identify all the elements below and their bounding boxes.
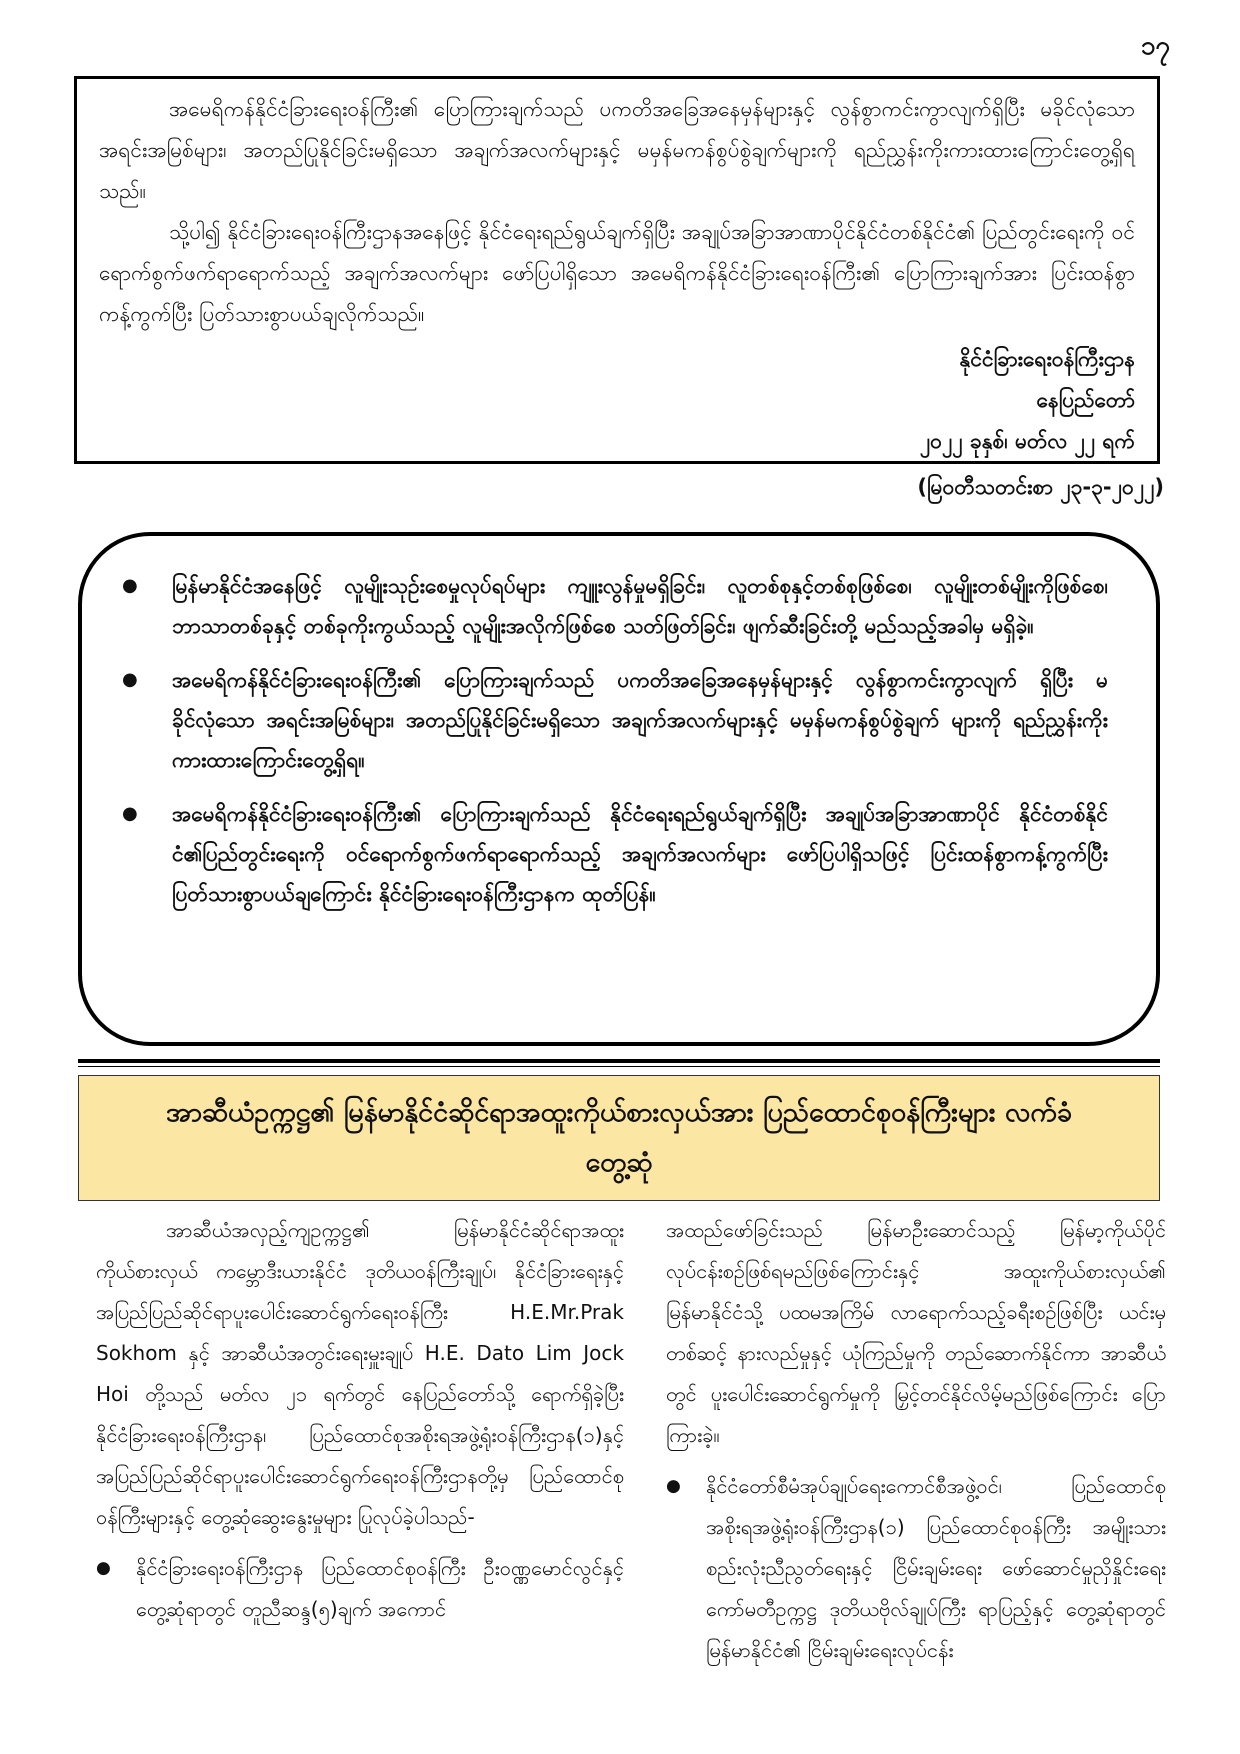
statement-paragraph-1: အမေရိကန်နိုင်ငံခြားရေးဝန်ကြီး၏ ပြောကြားချက်သည် ပကတိအခြေအနေမှန်များနှင့် လွန်စွာကင်းကွာလျက်ရှိပြီး မခိုင်လုံသော အရင်းအမြစ်များ၊ အတည်ပြုနိုင်ခြင်းမရှိသော အချက်အလက်များနှင့် မမှန်မကန်စွပ်စွဲချက်များကို ရည်ညွှန်းကိုးကားထားကြောင်းတွေ့ရှိရသည်။	[99, 97, 1135, 203]
article-paragraph: အာဆီယံအလှည့်ကျဥက္ကဋ္ဌ၏ မြန်မာနိုင်ငံဆိုင်ရာအထူးကိုယ်စားလှယ် ကမ္ဘောဒီးယားနိုင်ငံ ဒုတိယဝန်ကြီးချုပ်၊ နိုင်ငံခြားရေးနှင့် အပြည်ပြည်ဆိုင်ရာပူးပေါင်းဆောင်ရွက်ရေးဝန်ကြီး H.E.Mr.Prak Sokhom နှင့် အာဆီယံအတွင်းရေးမှူးချုပ် H.E. Dato Lim Jock Hoi တို့သည် မတ်လ ၂၁ ရက်တွင် နေပြည်တော်သို့ ရောက်ရှိခဲ့ပြီး နိုင်ငံခြားရေးဝန်ကြီးဌာန၊ ပြည်ထောင်စုအစိုးရအဖွဲ့ရုံးဝန်ကြီးဌာန(၁)နှင့် အပြည်ပြည်ဆိုင်ရာပူးပေါင်းဆောင်ရွက်ရေးဝန်ကြီးဌာနတို့မှ ပြည်ထောင်စုဝန်ကြီးများနှင့် တွေ့ဆုံဆွေးနွေးမှုများ ပြုလုပ်ခဲ့ပါသည်-	[96, 1218, 624, 1529]
statement-box	[74, 76, 1160, 464]
signature-block	[99, 339, 1135, 462]
article-paragraph: အထည်ဖော်ခြင်းသည် မြန်မာဦးဆောင်သည့် မြန်မာ့ကိုယ်ပိုင်လုပ်ငန်းစဉ်ဖြစ်ရမည်ဖြစ်ကြောင်းနှင့် အထူးကိုယ်စားလှယ်၏ မြန်မာနိုင်ငံသို့ ပထမအကြိမ် လာရောက်သည့်ခရီးစဉ်ဖြစ်ပြီး ယင်းမှတစ်ဆင့် နားလည်မှုနှင့် ယုံကြည်မှုကို တည်ဆောက်နိုင်ကာ အာဆီယံတွင် ပူးပေါင်းဆောင်ရွက်မှုကို မြှင့်တင်နိုင်လိမ့်မည်ဖြစ်ကြောင်း ပြောကြားခဲ့။	[666, 1218, 1166, 1447]
article-bullet: ● နိုင်ငံတော်စီမံအုပ်ချုပ်ရေးကောင်စီအဖွဲ့ဝင်၊ ပြည်ထောင်စုအစိုးရအဖွဲ့ရုံးဝန်ကြီးဌာန(၁) ပြည်ထောင်စုဝန်ကြီး အမျိုးသားစည်းလုံးညီညွတ်ရေးနှင့် ငြိမ်းချမ်းရေး ဖော်ဆောင်မှုညှိနှိုင်းရေးကော်မတီဥက္ကဋ္ဌ ဒုတိယဗိုလ်ချုပ်ကြီး ရာပြည့်နှင့် တွေ့ဆုံရာတွင် မြန်မာနိုင်ငံ၏ ငြိမ်းချမ်းရေးလုပ်ငန်း	[666, 1466, 1166, 1671]
summary-item: ● အမေရိကန်နိုင်ငံခြားရေးဝန်ကြီး၏ ပြောကြားချက်သည် ပကတိအခြေအနေမှန်များနှင့် လွန်စွာကင်းကွာလျက် ရှိပြီး မခိုင်လုံသော အရင်းအမြစ်များ၊ အတည်ပြုနိုင်ခြင်းမရှိသော အချက်အလက်များနှင့် မမှန်မကန်စွပ်စွဲချက် များကို ရည်ညွှန်းကိုးကားထားကြောင်းတွေ့ရှိရ။	[136, 660, 1108, 780]
section-divider	[78, 1059, 1160, 1063]
statement-paragraph-2: သို့ပါ၍ နိုင်ငံခြားရေးဝန်ကြီးဌာနအနေဖြင့် နိုင်ငံရေးရည်ရွယ်ချက်ရှိပြီး အချုပ်အခြာအာဏာပိုင်နိုင်ငံတစ်နိုင်ငံ၏ ပြည်တွင်းရေးကို ဝင်ရောက်စွက်ဖက်ရာရောက်သည့် အချက်အလက်များ ဖော်ပြပါရှိသော အမေရိကန်နိုင်ငံခြားရေးဝန်ကြီး၏ ပြောကြားချက်အား ပြင်းထန်စွာကန့်ကွက်ပြီး ပြတ်သားစွာပယ်ချလိုက်သည်။	[99, 220, 1135, 326]
source-citation: (မြဝတီသတင်းစာ ၂၃-၃-၂၀၂၂)	[917, 475, 1164, 499]
article-headline: အာဆီယံဥက္ကဋ္ဌ၏ မြန်မာနိုင်ငံဆိုင်ရာအထူးကိုယ်စားလှယ်အား ပြည်ထောင်စုဝန်ကြီးများ လက်ခံတွေ့ဆုံ	[166, 1097, 1072, 1178]
signature-ministry: နိုင်ငံခြားရေးဝန်ကြီးဌာန	[959, 347, 1135, 371]
summary-item: ● မြန်မာနိုင်ငံအနေဖြင့် လူမျိုးသုဉ်းစေမှုလုပ်ရပ်များ ကျူးလွန်မှုမရှိခြင်း၊ လူတစ်စုနှင့်တစ်စုဖြစ်စေ၊ လူမျိုးတစ်မျိုးကိုဖြစ်စေ၊ ဘာသာတစ်ခုနှင့် တစ်ခုကိုးကွယ်သည့် လူမျိုးအလိုက်ဖြစ်စေ သတ်ဖြတ်ခြင်း၊ ဖျက်ဆီးခြင်းတို့ မည်သည့်အခါမှ မရှိခဲ့။	[136, 566, 1108, 646]
page-number: ၁၇	[1140, 31, 1170, 61]
article-column-right	[666, 1210, 1166, 1681]
summary-item: ● အမေရိကန်နိုင်ငံခြားရေးဝန်ကြီး၏ ပြောကြားချက်သည် နိုင်ငံရေးရည်ရွယ်ချက်ရှိပြီး အချုပ်အခြာအာဏာပိုင် နိုင်ငံတစ်နိုင်ငံ၏ပြည်တွင်းရေးကို ဝင်ရောက်စွက်ဖက်ရာရောက်သည့် အချက်အလက်များ ဖော်ပြပါရှိသဖြင့် ပြင်းထန်စွာကန့်ကွက်ပြီး ပြတ်သားစွာပယ်ချကြောင်း နိုင်ငံခြားရေးဝန်ကြီးဌာနက ထုတ်ပြန်။	[136, 794, 1108, 914]
summary-box	[78, 532, 1160, 1046]
summary-list	[136, 566, 1108, 914]
signature-date: ၂၀၂၂ ခုနှစ်၊ မတ်လ ၂၂ ရက်	[919, 429, 1135, 453]
signature-city: နေပြည်တော်	[1036, 388, 1135, 412]
headline-box	[78, 1075, 1160, 1201]
article-bullet: ● နိုင်ငံခြားရေးဝန်ကြီးဌာန ပြည်ထောင်စုဝန်ကြီး ဦးဝဏ္ဏမောင်လွင်နှင့် တွေ့ဆုံရာတွင် တူညီဆန္ဒ(၅)ချက် အကောင်	[96, 1548, 624, 1630]
article-column-left	[96, 1210, 624, 1640]
section-divider-thin	[78, 1066, 1160, 1067]
